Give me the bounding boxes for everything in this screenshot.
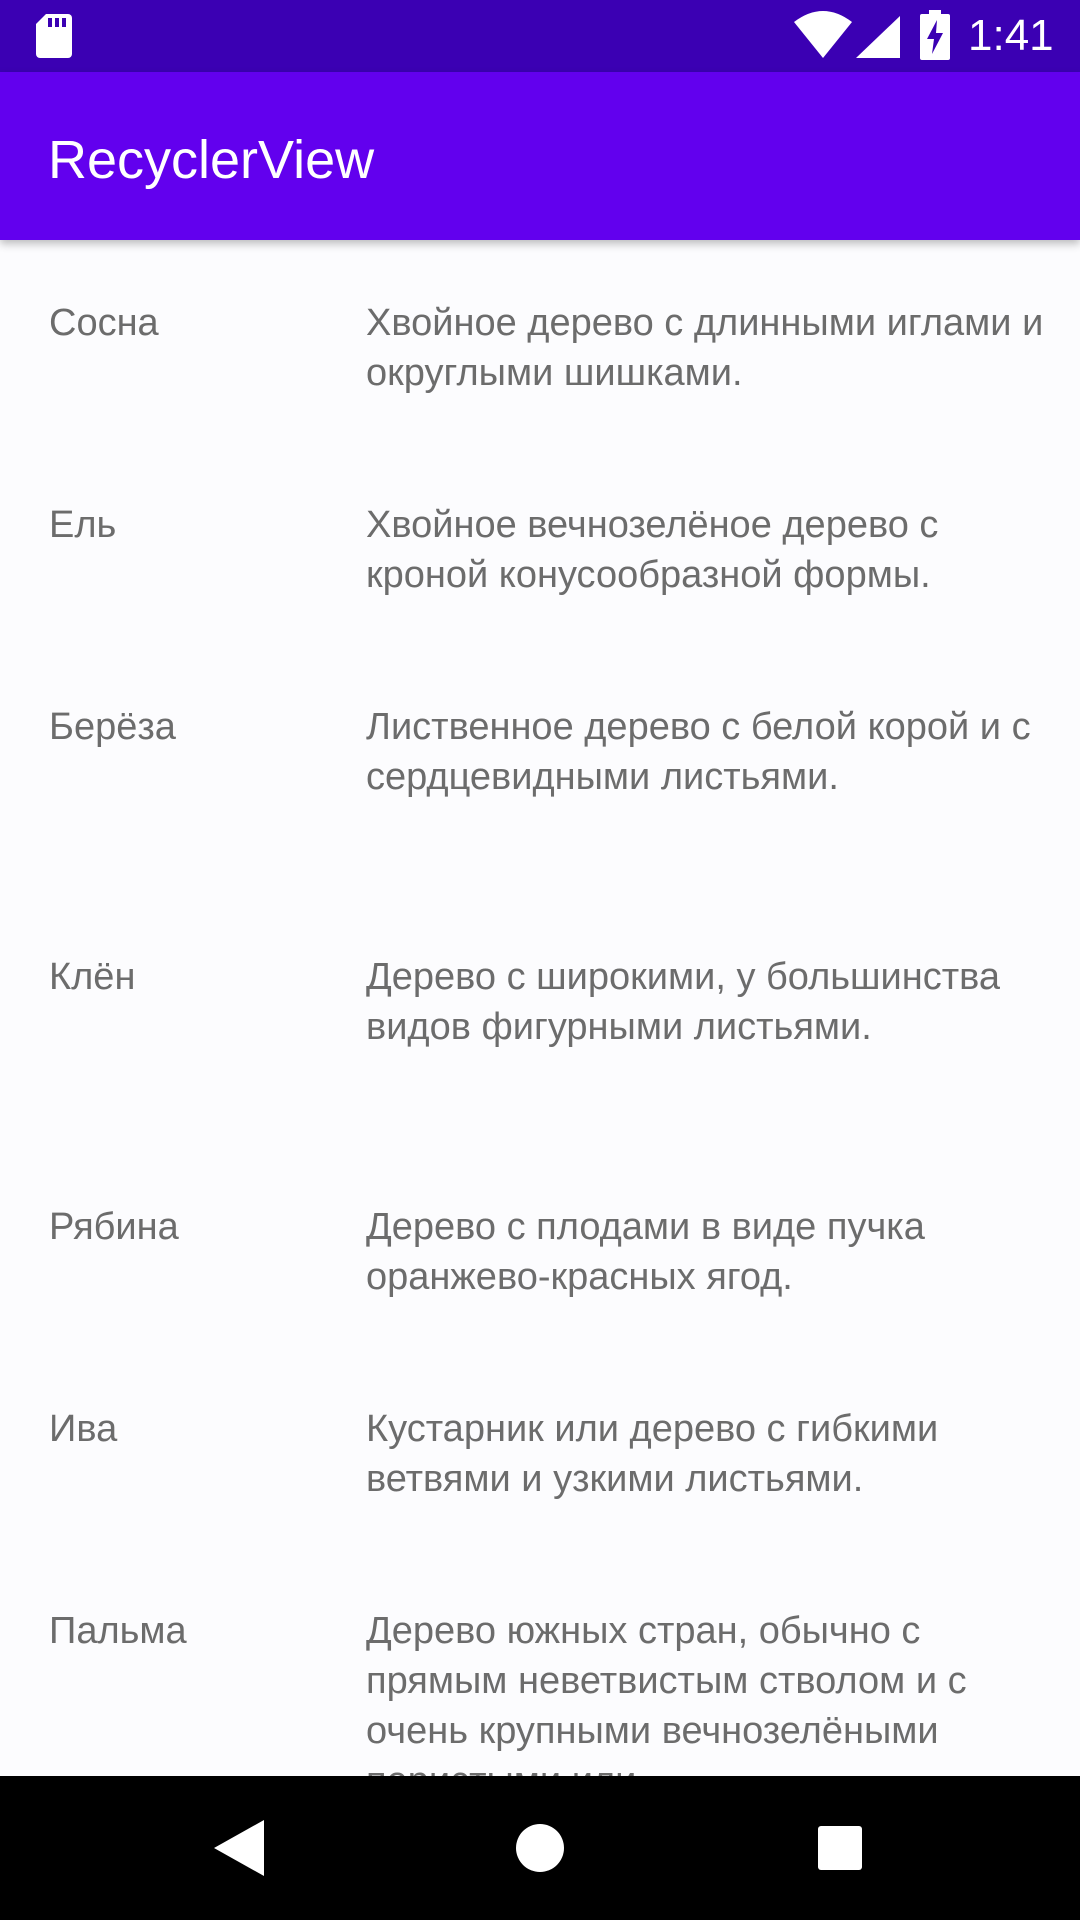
sd-card-icon (36, 14, 72, 58)
item-name: Ива (49, 1408, 118, 1450)
wifi-icon (794, 12, 852, 58)
item-name: Ель (49, 504, 117, 546)
item-name: Клён (49, 956, 136, 998)
item-name: Сосна (49, 302, 159, 344)
battery-charging-icon (920, 10, 950, 60)
recycler-list[interactable] (0, 240, 1080, 1776)
item-name: Пальма (49, 1610, 187, 1652)
recents-icon[interactable] (818, 1826, 862, 1870)
navigation-bar (0, 1776, 1080, 1920)
item-description: Лиственное дерево с белой корой и с сердцевидными листьями. (366, 706, 1031, 798)
app-bar (0, 72, 1080, 240)
status-clock: 1:41 (968, 11, 1054, 60)
home-icon[interactable] (516, 1824, 564, 1872)
app-title: RecyclerView (48, 130, 375, 190)
item-description: Хвойное вечнозелёное дерево с кроной конусообразной формы. (366, 504, 939, 596)
item-description: Дерево с широкими, у большинства видов фигурными листьями. (366, 956, 1001, 1048)
item-description: Кустарник или дерево с гибкими ветвями и узкими листьями. (366, 1408, 939, 1500)
status-bar (0, 0, 1080, 72)
item-name: Рябина (49, 1206, 179, 1248)
item-description: Дерево с плодами в виде пучка оранжево-красных ягод. (366, 1206, 925, 1298)
cell-signal-icon (856, 16, 900, 58)
item-description: Дерево южных стран, обычно с прямым неветвистым стволом и с очень крупными вечнозелёными (366, 1610, 967, 1752)
item-name: Берёза (49, 706, 176, 748)
item-description: Хвойное дерево с длинными иглами и округлыми шишками. (366, 302, 1044, 394)
back-icon[interactable] (214, 1820, 264, 1876)
